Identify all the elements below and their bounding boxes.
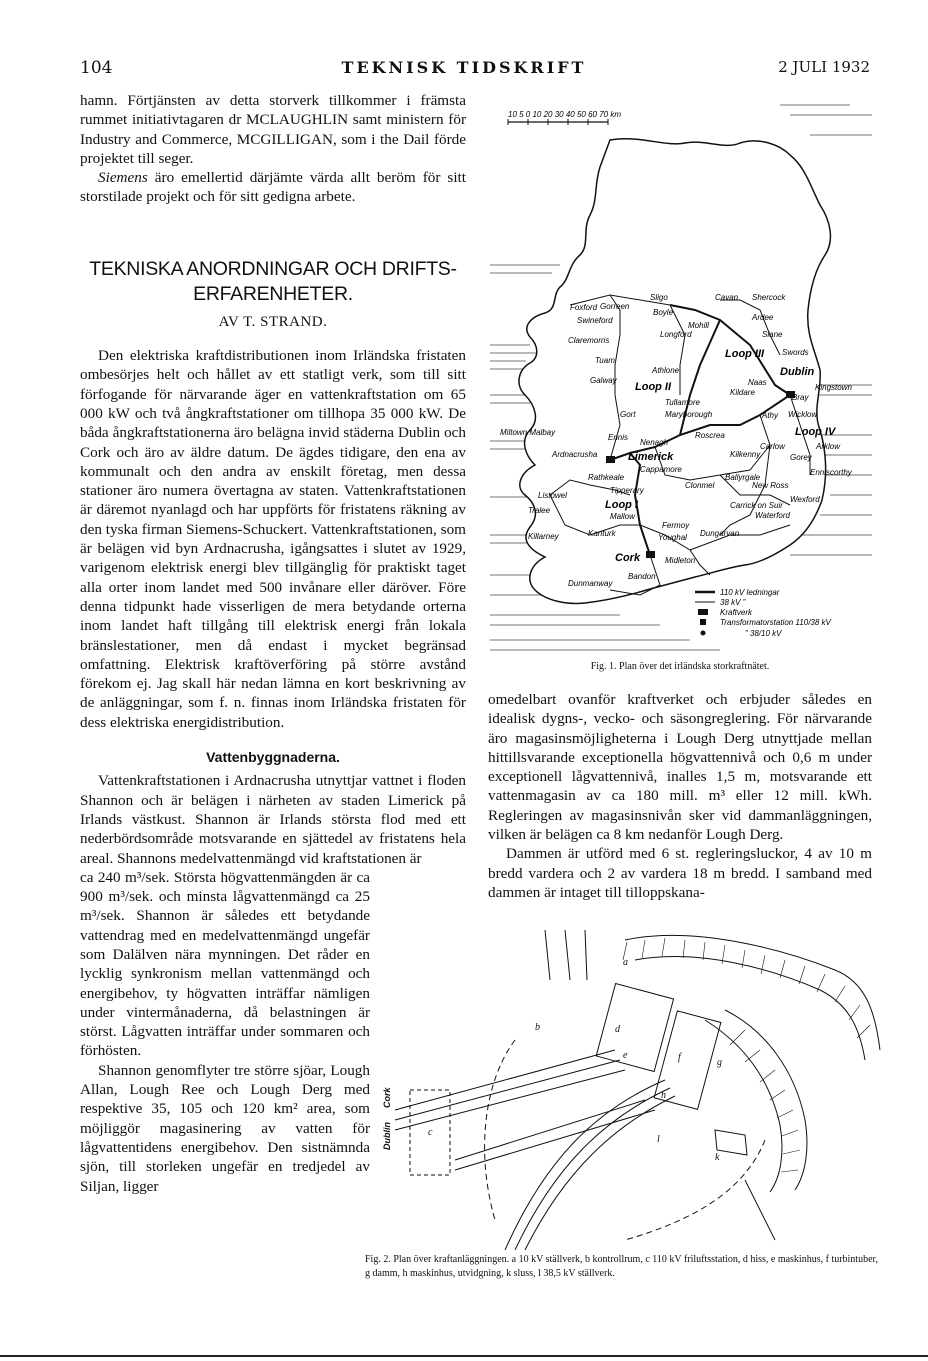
place-label: Midleton [665,556,696,565]
place-label: Dunmanway [568,579,613,588]
figure-2-plan [365,920,885,1250]
legend-power-station: Kraftverk [720,608,753,617]
plan-label-g: g [717,1057,722,1068]
place-label: Roscrea [695,431,725,440]
place-label: Nenagh [640,438,669,447]
place-label: Tullamore [665,398,700,407]
figure-2-caption-label: Fig. 2. [365,1254,391,1265]
journal-title: TEKNISK TIDSKRIFT [341,58,587,77]
loop-label: Loop IV [795,426,836,438]
plan-label-l: l [657,1134,660,1145]
plan-label-e: e [623,1050,628,1061]
line-label-dublin: Dublin [382,1122,392,1150]
place-label: Bandon [628,572,656,581]
map-scale: 10 5 0 10 20 30 40 50 60 70 km [508,110,621,119]
place-label: Slane [762,330,783,339]
place-label: Kilkenny [730,450,761,459]
loop-label: Loop III [725,348,765,360]
legend-110kv: 110 kV ledningar [720,588,780,597]
place-label: Carlow [760,442,785,451]
intro-siemens: Siemens [98,169,148,187]
place-label: Tralee [528,506,551,515]
place-label: Shercock [752,293,786,302]
loop-label: Loop II [635,381,672,393]
place-label: Longford [660,330,692,339]
place-label: Kanturk [588,529,616,538]
place-label: Rathkeale [588,473,625,482]
plan-label-d: d [615,1024,620,1035]
right-column [488,690,872,902]
figure-2-caption [365,1253,885,1281]
place-label: Ballyrgale [725,473,761,482]
place-label: New Ross [752,481,789,490]
place-label: Enniscorthy [810,468,852,477]
place-label: Carrick on Suir [730,501,783,510]
place-label: Clonmel [685,481,715,490]
issue-date: 2 JULI 1932 [778,58,870,76]
place-label: Kingstown [815,383,852,392]
place-label: Claremorris [568,336,610,345]
place-label: Youghal [658,533,687,542]
place-label: Boyle [653,308,674,317]
place-label: Dungarvan [700,529,740,538]
legend-38kv: 38 kV ” [720,598,746,607]
place-label: Arklow [816,442,841,451]
place-label: Wexford [790,495,820,504]
article-byline: AV T. STRAND. [218,313,328,330]
place-label: Mallow [610,512,635,521]
article-paragraph-1: Den elektriska kraftdistributionen inom Irländska fristaten ombesörjes helt och hållet av ett statligt verk, som till sitt förfogande för närvarande äger en vattenkraftstation om 65 000 kW och två ångkraftstationer om tillhopa 35 000 kW. De båda ångkraftstationerna äro belägna invid städerna Dublin och Cork och äro av äldre datum. De ägdes tidigare, den ena av kommunalt och den andra av enskilt företag, men dessa stationer äro numera övertagna av staten. Vattenkraftstationen är däremot nyanlagd och har uppförts för fristatens räkning av den tyska firman Siemens-Schuckert. Vattenkraftstationen, som är belägen vid byn Ardnacrusha, igångsattes i slutet av 1929, varigenom elektrisk energi blev tillgänglig för praktiskt taget alla orter inom landet med 500 invånare eller däröver. Före denna tidpunkt hade visserligen de mera betydande orterna inom landet haft tillgång till elektrisk energi från lokala bränslestationer, men då endast i mycket begränsad omfattning. Elektrisk kraftöverföring på större avstånd förekom ej. Jag skall här nedan lämna en kort beskrivning av de anläggningar, som f. n. finnas inom Irländska fristaten för dess elektriska energidistribution. [80,347,466,731]
place-label: Cork [615,552,641,564]
place-label: Miltown Malbay [500,428,556,437]
place-label: Ardnacrusha [552,450,598,459]
article-paragraph-2-continued: ca 240 m³/sek. Största högvattenmängden är ca 900 m³/sek. och minsta lågvattenmängd ca 25 m³/sek. Shannon är således ett betydande vattendrag med en medelvattenmängd ungefär som Dalälven nära mynningen. Det råder en lycklig synkronism mellan vattenmängd och energibehov, ty högvatten inträffar nämligen under vintermånaderna, då belastningen är störst. Lågvatten inträffar under sommaren och förhösten. [80,868,370,1060]
intro-paragraph-2-rest: äro emellertid därjämte värda allt beröm för sitt storstilade projekt och för sitt gedigna arbete. [80,169,466,206]
station-ardnacrusha [606,456,615,463]
plant-plan-drawing [365,920,885,1250]
place-label: Wicklow [788,410,818,419]
place-label: Foxford [570,303,598,312]
plan-label-a: a [623,957,628,968]
article-title: TEKNISKA ANORDNINGAR OCH DRIFTS-ERFARENHETER. [89,257,457,305]
place-label: Listowel [538,491,567,500]
place-label: Bray [792,393,809,402]
article-paragraph-2: Vattenkraftstationen i Ardnacrusha utnyttjar vattnet i floden Shannon och är belägen i närheten av staden Limerick på Irlands västkust. Shannon är Irlands största flod med ett nederbördsområde motsvarande en sjättedel av fristatens hela areal. Shannons medelvattenmängd vid kraftstationen är [80,772,466,867]
place-label: Cavan [715,293,739,302]
line-label-cork: Cork [382,1087,392,1108]
place-label: Gort [620,410,636,419]
page-bottom-rule [0,1355,928,1357]
place-label: Tuam [595,356,615,365]
place-label: Naas [748,378,767,387]
section-heading: Vattenbyggnaderna. [206,749,340,766]
station-cork [646,551,655,558]
plan-label-k: k [715,1152,720,1163]
place-label: Fermoy [662,521,690,530]
article-paragraph-3: Shannon genomflyter tre större sjöar, Lough Allan, Lough Ree och Lough Derg med respektive 35, 105 och 120 km² area, som möjliggör magasinering av vatten för lågvattentidens energibehov. Den sistnämnda sjön, till storleken ungefär en tredjedel av Siljan, ligger [80,1061,370,1195]
plan-label-f: f [678,1052,681,1063]
place-label: Killarney [528,532,559,541]
place-label: Gorey [790,453,812,462]
figure-1-caption: Fig. 1. Plan över det irländska storkraftnätet. [590,661,770,672]
legend-transformer-38: ” 38/10 kV [745,629,782,638]
place-label: Tipperary [610,486,644,495]
place-label: Athlone [652,366,680,375]
place-label: Athy [762,411,779,420]
place-label: Mohill [688,321,709,330]
place-label: Ardee [752,313,774,322]
loop-label: Loop I [605,499,638,511]
place-label: Cappamore [640,465,682,474]
place-label: Swords [782,348,809,357]
map-legend [695,588,832,638]
figure-1-map [490,95,872,660]
plan-label-c: c [428,1127,433,1138]
figure-2-caption-text: Plan över kraftanläggningen. a 10 kV ställverk, b kontrollrum, c 110 kV friluftsstation, d hiss, e maskinhus, f turbintuber, g damm, h maskinhus, utvidgning, k sluss, l 38,5 kV ställverk. [365,1254,878,1279]
place-label: Limerick [628,451,674,463]
page-number: 104 [80,58,113,78]
intro-paragraph-1: hamn. Förtjänsten av detta storverk tillkommer i främsta rummet initiativtagaren dr MCLAUGHLIN samt ministern för Industry and Commerce, MCGILLIGAN, som i the Dail förde projektet till seger. [80,92,466,167]
place-label: Waterford [755,511,790,520]
place-label: Ennis [608,433,629,442]
plan-label-b: b [535,1022,540,1033]
place-label: Kildare [730,388,755,397]
right-paragraph-2: Dammen är utförd med 6 st. regleringsluckor, 4 av 10 m bredd vardera och 2 av vardera 18 m bredd. I samband med dammen är intaget till tilloppskana- [488,845,872,901]
place-label: Maryborough [665,410,713,419]
place-label: Sligo [650,293,668,302]
place-label: Gorreen [600,302,630,311]
place-label: Dublin [780,366,815,378]
place-label: Swineford [577,316,613,325]
plan-label-h: h [661,1090,666,1101]
ireland-grid-map [490,95,872,660]
place-label: Galway [590,376,617,385]
right-paragraph-1: omedelbart ovanför kraftverket och erbjuder således en idealisk dygns-, vecko- och säsongreglering. För närvarande äro magasinsmöjligheterna i Lough Derg utnyttjade mellan hittillsvarande exceptionella högvattennivå och 0,6 m under exceptionell lågvattennivå, inalles 1,5 m, motsvarande ett vattenmagasin av ca 180 mill. m³ eller 12 mill. kWh. Regleringen av magasinsnivån sker vid dammanläggningen, vilken är belägen ca 8 km nedanför Lough Derg. [488,691,872,844]
legend-transformer-110: Transformatorstation 110/38 kV [720,618,831,627]
intro-paragraph-2 [80,168,466,207]
